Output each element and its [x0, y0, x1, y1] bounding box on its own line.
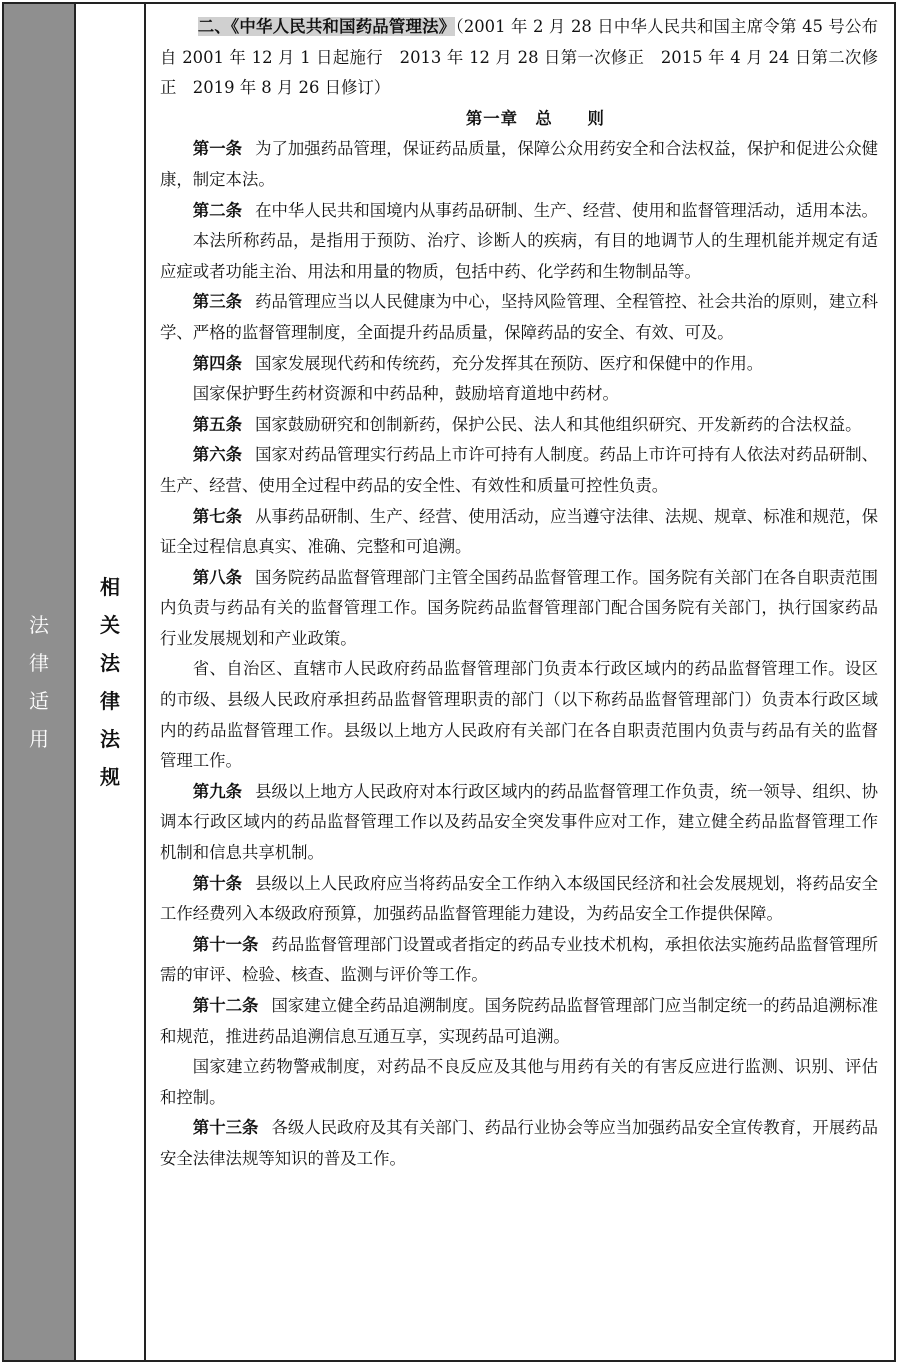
article-text: 国家建立健全药品追溯制度。国务院药品监督管理部门应当制定统一的药品追溯标准和规范，推进药品追溯信息互通互享，实现药品可追溯。 [160, 996, 879, 1046]
article-label: 第七条 [192, 506, 242, 526]
article-paragraph [160, 379, 878, 410]
article-paragraph [160, 1113, 878, 1174]
article-paragraph [160, 991, 878, 1052]
article-paragraph [160, 196, 878, 227]
category-char: 用 [29, 727, 49, 751]
article-text: 从事药品研制、生产、经营、使用活动，应当遵守法律、法规、规章、标准和规范，保证全过程信息真实、准确、完整和可追溯。 [160, 506, 879, 557]
category-label [29, 606, 49, 758]
article-text: 县级以上人民政府应当将药品安全工作纳入本级国民经济和社会发展规划，将药品安全工作经费列入本级政府预算，加强药品监督管理能力建设，为药品安全工作提供保障。 [160, 873, 879, 924]
subcategory-char: 律 [100, 689, 120, 713]
category-column [4, 4, 76, 1360]
article-paragraph [160, 1052, 878, 1113]
article-paragraph [160, 410, 878, 441]
article-label: 第十一条 [192, 934, 259, 954]
subcategory-char: 法 [100, 651, 120, 675]
article-label: 第二条 [192, 200, 242, 220]
article-text: 各级人民政府及其有关部门、药品行业协会等应当加强药品安全宣传教育，开展药品安全法律法规等知识的普及工作。 [160, 1118, 879, 1168]
article-text: 为了加强药品管理，保证药品质量，保障公众用药安全和合法权益，保护和促进公众健康，制定本法。 [160, 139, 879, 189]
article-text: 省、自治区、直辖市人民政府药品监督管理部门负责本行政区域内的药品监督管理工作。设区的市级、县级人民政府承担药品监督管理职责的部门（以下称药品监督管理部门）负责本行政区域内的药品监督管理工作。县级以上地方人民政府有关部门在各自职责范围内负责与药品有关的监督管理工作。 [160, 659, 878, 771]
article-label: 第十条 [192, 873, 242, 893]
article-paragraph [160, 777, 878, 869]
article-text: 本法所称药品，是指用于预防、治疗、诊断人的疾病，有目的地调节人的生理机能并规定有适应症或者功能主治、用法和用量的物质，包括中药、化学药和生物制品等。 [160, 231, 878, 281]
article-paragraph [160, 869, 878, 930]
article-label: 第八条 [192, 567, 242, 587]
subcategory-char: 关 [100, 613, 120, 637]
article-paragraph [160, 134, 878, 195]
law-table [2, 2, 896, 1362]
category-char: 律 [29, 651, 49, 675]
article-text: 国家鼓励研究和创制新药，保护公民、法人和其他组织研究、开发新药的合法权益。 [255, 414, 862, 434]
article-text: 药品管理应当以人民健康为中心，坚持风险管理、全程管控、社会共治的原则，建立科学、严格的监督管理制度，全面提升药品质量，保障药品的安全、有效、可及。 [160, 292, 879, 342]
article-label: 第十二条 [192, 996, 259, 1015]
article-label: 第四条 [192, 353, 242, 373]
article-text: 县级以上地方人民政府对本行政区域内的药品监督管理工作负责，统一领导、组织、协调本行政区域内的药品监督管理工作以及药品安全突发事件应对工作，建立健全药品监督管理工作机制和信息共享机制。 [160, 781, 879, 863]
article-text: 国家对药品管理实行药品上市许可持有人制度。药品上市许可持有人依法对药品研制、生产、经营、使用全过程中药品的安全性、有效性和质量可控性负责。 [160, 445, 879, 495]
article-text: 国家建立药物警戒制度，对药品不良反应及其他与用药有关的有害反应进行监测、识别、评估和控制。 [160, 1057, 878, 1107]
article-label: 第十三条 [192, 1118, 259, 1138]
article-paragraph [160, 502, 878, 563]
subcategory-column [76, 4, 146, 1360]
category-char: 适 [29, 689, 49, 713]
article-label: 第一条 [192, 139, 242, 159]
law-content [146, 4, 894, 1360]
article-text: 国家保护野生药材资源和中药品种，鼓励培育道地中药材。 [192, 384, 619, 404]
article-label: 第三条 [192, 292, 242, 312]
article-paragraph [160, 349, 878, 380]
article-list [160, 134, 878, 1174]
article-label: 第九条 [192, 781, 242, 801]
subcategory-label [100, 568, 120, 796]
subcategory-char: 法 [100, 727, 120, 751]
article-paragraph [160, 226, 878, 287]
article-paragraph [160, 287, 878, 348]
article-text: 国家发展现代药和传统药，充分发挥其在预防、医疗和保健中的作用。 [255, 353, 764, 373]
article-text: 在中华人民共和国境内从事药品研制、生产、经营、使用和监督管理活动，适用本法。 [255, 200, 878, 220]
law-title: 二、《中华人民共和国药品管理法》 [197, 17, 456, 36]
article-text: 国务院药品监督管理部门主管全国药品监督管理工作。国务院有关部门在各自职责范围内负责与药品有关的监督管理工作。国务院药品监督管理部门配合国务院有关部门，执行国家药品行业发展规划和产业政策。 [160, 567, 879, 648]
chapter-heading: 第一章 总 则 [465, 108, 605, 128]
law-heading [160, 12, 895, 104]
article-text: 药品监督管理部门设置或者指定的药品专业技术机构，承担依法实施药品监督管理所需的审评、检验、核查、监测与评价等工作。 [160, 934, 879, 985]
article-label: 第五条 [192, 414, 242, 434]
article-paragraph [160, 440, 878, 501]
category-char: 法 [29, 613, 49, 637]
subcategory-char: 相 [100, 575, 120, 599]
subcategory-char: 规 [100, 765, 120, 789]
law-meta: （2001 年 2 月 28 日中华人民共和国主席令第 45 号公布 自 2001 年 12 月 1 日起施行 2013 年 12 月 28 日第一次修正 2015 年 4 月 24 日第二次修正 2019 年 8 月 26 日修订） [160, 17, 895, 98]
article-label: 第六条 [192, 445, 242, 465]
article-paragraph [160, 930, 878, 991]
article-paragraph [160, 654, 878, 776]
article-paragraph [160, 563, 878, 655]
